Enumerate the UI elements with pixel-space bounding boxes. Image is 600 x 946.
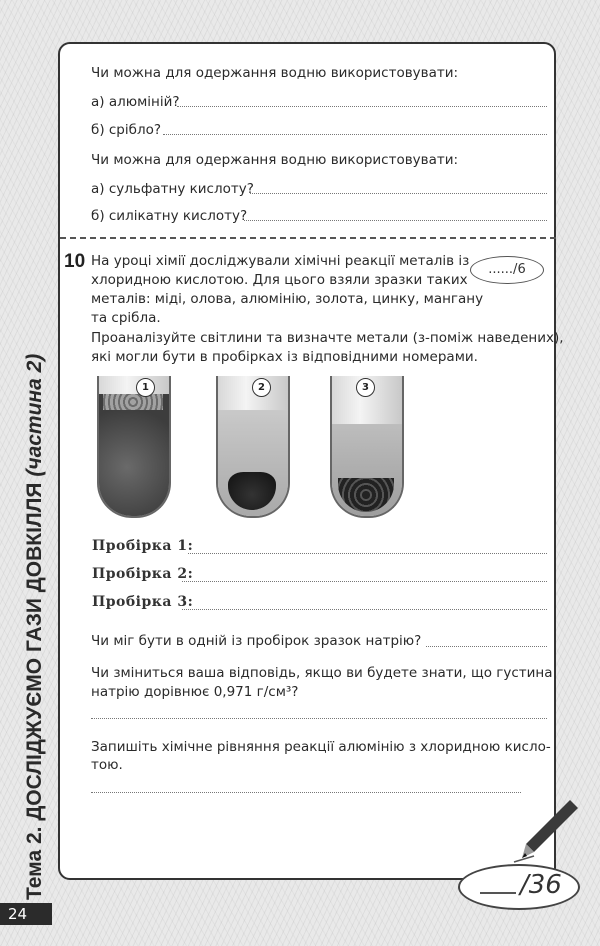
density-question: натрію дорівнює 0,971 г/см³?: [91, 684, 299, 700]
topic-title: [18, 300, 52, 900]
answer-line[interactable]: [426, 646, 547, 647]
answer-label: а) сульфатну кислоту?: [91, 181, 254, 197]
topic-name: ДОСЛІДЖУЄМО ГАЗИ ДОВКІЛЛЯ: [23, 482, 46, 821]
task-number: 10: [64, 251, 86, 272]
score-blank: [480, 892, 516, 894]
test-tube-photo-2: [216, 376, 290, 518]
answer-line[interactable]: [177, 106, 547, 107]
answer-line[interactable]: [250, 193, 547, 194]
answer-line[interactable]: [91, 718, 547, 719]
page-number: 24: [0, 903, 52, 925]
equation-question: тою.: [91, 757, 123, 773]
tube-number-badge: 2: [252, 378, 271, 397]
answer-line[interactable]: [91, 792, 521, 793]
sodium-question: Чи міг бути в одній із пробірок зразок натрію?: [91, 633, 422, 649]
equation-question: Запишіть хімічне рівняння реакції алюмінію з хлоридною кисло-: [91, 739, 551, 755]
density-question: Чи зміниться ваша відповідь, якщо ви будете знати, що густина: [91, 665, 553, 681]
answer-label: б) силікатну кислоту?: [91, 208, 248, 224]
task-score-field[interactable]: ....../6: [470, 256, 544, 284]
sample-answer-line[interactable]: [188, 553, 547, 554]
answer-label: б) срібло?: [91, 122, 162, 138]
sample-label: Пробірка 3:: [92, 594, 194, 610]
task-instruction: які могли бути в пробірках із відповідними номерами.: [91, 349, 478, 365]
answer-line[interactable]: [244, 220, 547, 221]
sample-answer-line[interactable]: [182, 609, 547, 610]
question-text: Чи можна для одержання водню використовувати:: [91, 152, 459, 168]
task-intro: металів: міді, олова, алюмінію, золота, цинку, мангану: [91, 291, 484, 307]
question-text: Чи можна для одержання водню використовувати:: [91, 65, 459, 81]
task-intro: На уроці хімії досліджували хімічні реакції металів із: [91, 253, 470, 269]
tube-number-badge: 3: [356, 378, 375, 397]
pencil-icon: [510, 796, 580, 866]
topic-part: (частина 2): [23, 353, 46, 477]
topic-label: Тема 2.: [23, 826, 46, 900]
task-intro: та срібла.: [91, 310, 161, 326]
sample-label: Пробірка 2:: [92, 566, 194, 582]
answer-label: а) алюміній?: [91, 94, 180, 110]
test-tube-photo-1: [97, 376, 171, 518]
task-intro: хлоридною кислотою. Для цього взяли зразки таких: [91, 272, 468, 288]
section-divider: [60, 237, 556, 239]
answer-line[interactable]: [163, 134, 547, 135]
task-instruction: Проаналізуйте світлини та визначте метали (з-поміж наведених),: [91, 330, 564, 346]
sample-label: Пробірка 1:: [92, 538, 194, 554]
total-score-max: /36: [520, 870, 562, 900]
test-tube-photo-3: [330, 376, 404, 518]
tube-number-badge: 1: [136, 378, 155, 397]
sample-answer-line[interactable]: [182, 581, 547, 582]
total-score-field[interactable]: [458, 864, 580, 910]
